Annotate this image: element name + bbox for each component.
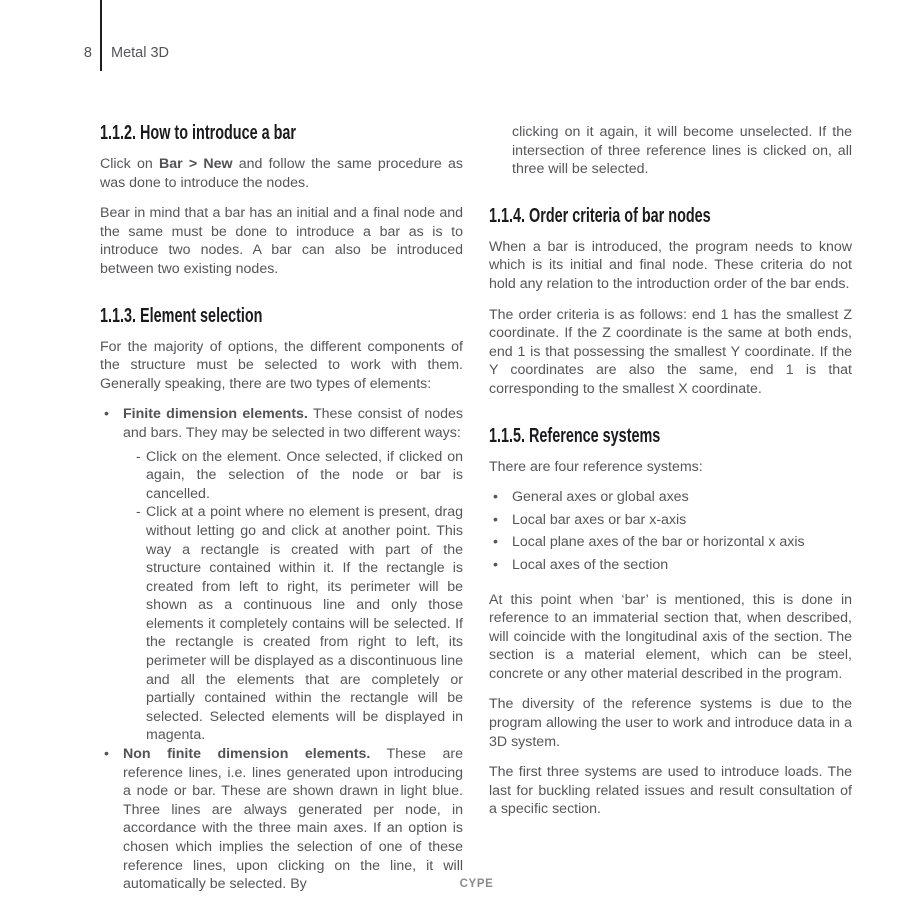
list-item: [123, 448, 463, 504]
section-heading-114: 1.1.4. Order criteria of bar nodes: [489, 204, 711, 227]
paragraph-text: These are reference lines, i.e. lines generated upon introducing a node or bar. These are shown drawn in light blue. Three lines are always generated per node, in accordance with the three main axes. If an option is chosen which implies the selection of one of these reference lines, upon clicking on the line, it will automatically be selected. By: [123, 746, 463, 893]
list-item-text: General axes or global axes: [512, 489, 689, 506]
list-item: [489, 511, 852, 530]
paragraph: The order criteria is as follows: end 1 has the smallest Z coordinate. If the Z coordinate is the same at both ends, end 1 is that possessing the smallest Y coordinate. If the Y coordinates are also the same, end 1 is that corresponding to the smallest X coordinate.: [489, 306, 852, 397]
paragraph: The diversity of the reference systems is due to the program allowing the user to work and introduce data in a 3D system.: [489, 696, 852, 750]
dash-marker: -: [136, 448, 141, 465]
term-bold: Finite dimension elements.: [123, 406, 308, 423]
list-item: [123, 503, 463, 745]
list-item-text: Click on the element. Once selected, if clicked on again, the selection of the node or bar is cancelled.: [146, 448, 463, 502]
list-item: [489, 533, 852, 552]
list-item-text: Click at a point where no element is present, drag without letting go and click at another point. This way a rectangle is created with part of the structure contained within it. If the rectangle is created from left to right, its perimeter will be shown as a continuous line and only those elements it completely contains will be selected. If the rectangle is created from right to left, its perimeter will be displayed as a discontinuous line and all the elements that are completely or partially contained within the rectangle will be selected. Selected elements will be displayed in magenta.: [146, 504, 463, 744]
element-types-list: [100, 405, 463, 893]
paragraph: At this point when ‘bar’ is mentioned, this is done in reference to an immaterial section that, when described, will coincide with the longitudinal axis of the section. The section is a material element, which can be steel, concrete or any other material described in the program.: [489, 591, 852, 682]
bullet-marker: •: [104, 746, 109, 763]
section-heading-115: 1.1.5. Reference systems: [489, 424, 661, 447]
paragraph: There are four reference systems:: [489, 458, 703, 475]
section-heading-112: 1.1.2. How to introduce a bar: [100, 122, 297, 144]
paragraph-text: and follow the same procedure as was done to introduce the nodes.: [100, 156, 464, 191]
right-column: [489, 123, 852, 831]
paragraph: For the majority of options, the different components of the structure must be selected to work with them. Generally speaking, there are two types of elements:: [100, 338, 463, 392]
dash-marker: -: [136, 504, 141, 521]
paragraph: Bear in mind that a bar has an initial and a final node and the same must be done to introduce a bar as is to introduce two nodes. A bar can also be introduced between two existing nodes.: [100, 205, 463, 277]
list-item: [489, 488, 852, 507]
menu-path-text: Bar > New: [158, 156, 233, 172]
section-heading-113: 1.1.3. Element selection: [100, 304, 263, 327]
bullet-marker: •: [493, 511, 498, 528]
reference-systems-list: [489, 488, 852, 574]
list-item-text: Local bar axes or bar x-axis: [512, 511, 687, 528]
list-item-text: [123, 405, 463, 442]
bullet-marker: •: [104, 406, 109, 423]
term-bold: Non finite dimension elements.: [123, 746, 371, 763]
header-divider: [100, 0, 102, 71]
bullet-marker: •: [493, 534, 498, 551]
paragraph-text: Click on: [100, 156, 159, 172]
document-title: Metal 3D: [111, 45, 170, 61]
list-item: [100, 405, 463, 442]
list-item-text: [123, 745, 463, 894]
continuation-paragraph: clicking on it again, it will become unselected. If the intersection of three reference lines is clicked on, all three will be selected.: [512, 124, 852, 178]
list-item: [489, 556, 852, 575]
brand-logo-text: CYPE: [459, 878, 494, 890]
left-column: [100, 123, 463, 894]
paragraph: [100, 155, 463, 192]
list-item-text: Local plane axes of the bar or horizontal x axis: [512, 534, 805, 551]
page-body: [100, 123, 853, 894]
list-item-text: Local axes of the section: [512, 556, 669, 573]
paragraph: When a bar is introduced, the program needs to know which is its initial and final node. These criteria do not hold any relation to the introduction order of the bar ends.: [489, 238, 852, 292]
paragraph: The first three systems are used to introduce loads. The last for buckling related issues and result consultation of a specific section.: [489, 764, 852, 818]
list-item: [100, 745, 463, 894]
paragraph-text: These consist of nodes and bars. They may be selected in two different ways:: [123, 406, 463, 441]
selection-ways-sublist: [123, 448, 463, 746]
bullet-marker: •: [493, 556, 498, 573]
page-number: 8: [83, 45, 92, 61]
bullet-marker: •: [493, 489, 498, 506]
page-footer: [100, 874, 853, 892]
